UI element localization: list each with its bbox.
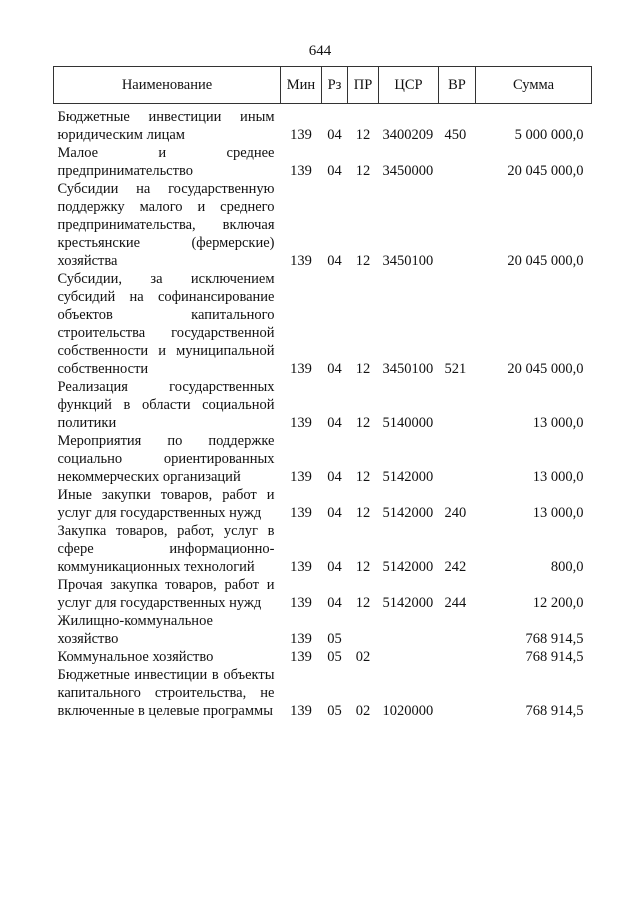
- row-pr: 12: [355, 415, 371, 431]
- row-name: Малое и среднее предпринимательство: [57, 145, 275, 179]
- row-csr: [379, 612, 439, 648]
- row-vr: [439, 432, 476, 486]
- row-rz: 04: [327, 505, 342, 521]
- row-vr: 240: [444, 505, 467, 521]
- row-csr: 3450100: [382, 361, 434, 377]
- header-vr: ВР: [439, 67, 476, 104]
- row-csr: 5142000: [382, 595, 434, 611]
- row-min: 139: [290, 127, 312, 143]
- row-min: 139: [290, 559, 312, 575]
- row-sum: 5 000 000,0: [514, 127, 584, 143]
- row-name: Реализация государственных функций в области социальной политики: [57, 379, 275, 431]
- row-name: Иные закупки товаров, работ и услуг для государственных нужд: [57, 487, 275, 521]
- row-min: 139: [290, 505, 312, 521]
- row-rz: 04: [327, 595, 342, 611]
- table-row: [54, 432, 592, 486]
- row-pr: [348, 612, 379, 648]
- row-min: 139: [290, 469, 312, 485]
- row-vr: 244: [444, 595, 467, 611]
- row-csr: 3450100: [382, 253, 434, 269]
- row-name: Прочая закупка товаров, работ и услуг для государственных нужд: [57, 577, 275, 611]
- row-pr: 12: [355, 127, 371, 143]
- row-sum: 768 914,5: [525, 703, 584, 719]
- table-row: [54, 522, 592, 576]
- row-name: Субсидии на государственную поддержку малого и среднего предпринимательства, включая крестьянские (фермерские) хозяйства: [57, 181, 275, 269]
- row-vr: 242: [444, 559, 467, 575]
- row-name: Бюджетные инвестиции иным юридическим лицам: [57, 109, 275, 143]
- table-header: [54, 67, 592, 104]
- row-vr: [439, 378, 476, 432]
- table-row: [54, 270, 592, 378]
- row-name: Закупка товаров, работ, услуг в сфере информационно-коммуникационных технологий: [57, 523, 275, 575]
- row-rz: 04: [327, 253, 342, 269]
- page-number: 644: [308, 43, 332, 59]
- row-pr: 02: [355, 649, 371, 665]
- row-rz: 04: [327, 559, 342, 575]
- row-rz: 05: [327, 703, 342, 719]
- row-vr: 450: [444, 127, 467, 143]
- table-body: [54, 104, 592, 721]
- header-name: Наименование: [54, 67, 281, 104]
- row-csr: 5142000: [382, 559, 434, 575]
- header-min: Мин: [281, 67, 322, 104]
- row-vr: [439, 648, 476, 666]
- row-name: Коммунальное хозяйство: [57, 649, 214, 665]
- row-pr: 12: [355, 253, 371, 269]
- row-sum: 20 045 000,0: [507, 361, 584, 377]
- row-csr: 5142000: [382, 469, 434, 485]
- row-sum: 800,0: [550, 559, 584, 575]
- row-csr: [379, 648, 439, 666]
- row-rz: 04: [327, 163, 342, 179]
- header-sum: Сумма: [476, 67, 592, 104]
- row-pr: 12: [355, 505, 371, 521]
- row-pr: 02: [355, 703, 371, 719]
- row-vr: 521: [444, 361, 467, 377]
- row-vr: [439, 180, 476, 270]
- row-sum: 13 000,0: [532, 469, 584, 485]
- header-csr: ЦСР: [379, 67, 439, 104]
- row-sum: 13 000,0: [532, 505, 584, 521]
- row-csr: 3450000: [382, 163, 434, 179]
- row-csr: 3400209: [382, 127, 434, 143]
- row-pr: 12: [355, 469, 371, 485]
- row-vr: [439, 612, 476, 648]
- row-pr: 12: [355, 559, 371, 575]
- table-row: [54, 576, 592, 612]
- budget-table: [53, 66, 592, 720]
- table-row: [54, 612, 592, 648]
- row-rz: 04: [327, 361, 342, 377]
- row-sum: 768 914,5: [525, 649, 584, 665]
- row-pr: 12: [355, 163, 371, 179]
- row-pr: 12: [355, 595, 371, 611]
- row-min: 139: [290, 415, 312, 431]
- row-rz: 04: [327, 415, 342, 431]
- row-csr: 5142000: [382, 505, 434, 521]
- row-min: 139: [290, 595, 312, 611]
- table-row: [54, 648, 592, 666]
- row-sum: 768 914,5: [525, 631, 584, 647]
- table-row: [54, 180, 592, 270]
- header-rz: Рз: [322, 67, 348, 104]
- row-min: 139: [290, 703, 312, 719]
- header-row: [54, 67, 592, 104]
- row-sum: 12 200,0: [532, 595, 584, 611]
- row-csr: 1020000: [382, 703, 434, 719]
- row-rz: 04: [327, 469, 342, 485]
- row-csr: 5140000: [382, 415, 434, 431]
- row-min: 139: [290, 649, 312, 665]
- table-row: [54, 104, 592, 145]
- row-vr: [439, 144, 476, 180]
- row-name: Субсидии, за исключением субсидий на софинансирование объектов капитального строительства государственной собственности и муниципальной собственности: [57, 271, 275, 377]
- row-rz: 04: [327, 127, 342, 143]
- table-row: [54, 144, 592, 180]
- row-min: 139: [290, 253, 312, 269]
- table-row: [54, 666, 592, 720]
- row-min: 139: [290, 163, 312, 179]
- row-sum: 20 045 000,0: [507, 163, 584, 179]
- header-pr: ПР: [348, 67, 379, 104]
- row-sum: 20 045 000,0: [507, 253, 584, 269]
- row-vr: [439, 666, 476, 720]
- row-name: Бюджетные инвестиции в объекты капитального строительства, не включенные в целевые программы: [57, 667, 275, 719]
- table-row: [54, 378, 592, 432]
- row-rz: 05: [327, 649, 342, 665]
- row-name: Жилищно-коммунальное хозяйство: [57, 613, 213, 647]
- row-pr: 12: [355, 361, 371, 377]
- row-min: 139: [290, 361, 312, 377]
- row-rz: 05: [327, 631, 342, 647]
- row-name: Мероприятия по поддержке социально ориентированных некоммерческих организаций: [57, 433, 275, 485]
- row-min: 139: [290, 631, 312, 647]
- table-row: [54, 486, 592, 522]
- row-sum: 13 000,0: [532, 415, 584, 431]
